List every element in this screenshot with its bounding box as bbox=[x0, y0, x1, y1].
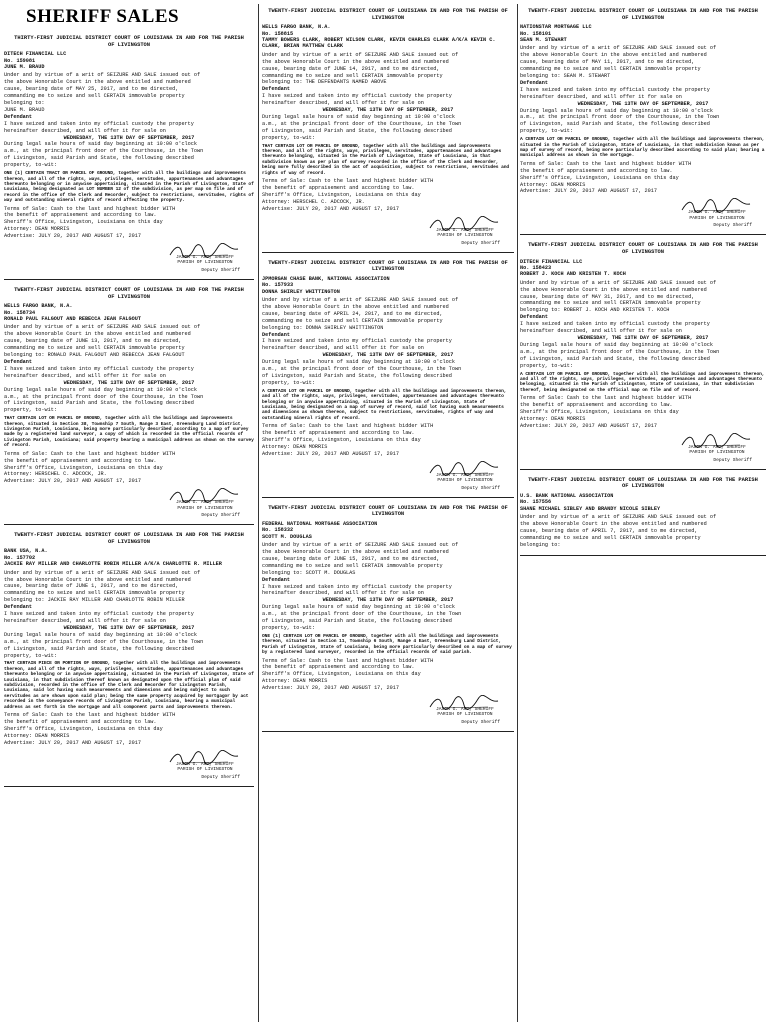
notice-line: property, to-wit: bbox=[262, 625, 315, 631]
notice-line: a.m., at the principal front door of the Courthouse, in the Town bbox=[262, 366, 462, 373]
notice-line: Defendant bbox=[520, 79, 549, 86]
terms-line: Terms of Sale: Cash to the last and highest bidder WITH bbox=[520, 160, 692, 167]
terms-line: Terms of Sale: Cash to the last and highest bidder WITH bbox=[262, 657, 434, 664]
legal-notice bbox=[520, 238, 766, 469]
property-description: THAT CERTAIN LOT OR PARCEL OF GROUND, together with all the buildings and improvements thereon, situated in Section 38, Township 7 South, Range 3 East, Greensburg Land District, Livingston Parish, Louisiana, being more particularly described according to a map of survey made by a registered land surveyor, a copy of which is recorded in the official records of Livingston Parish, Louisiana; said property bearing a municipal address as shown on the survey of record. bbox=[4, 416, 254, 449]
notice-line: Under and by virtue of a writ of SEIZURE AND SALE issued out of bbox=[262, 51, 459, 58]
sheriff-stamp: JASON G. ARD, SHERIFF PARISH OF LIVINGSTON bbox=[176, 761, 234, 772]
court-heading: TWENTY-FIRST JUDICIAL DISTRICT COURT OF LOUISIANA IN AND FOR THE PARISH OF LIVINGSTON bbox=[268, 259, 508, 273]
case-caption: DITECH FINANCIAL LLC No. 159081 JUNE M. BRAUD bbox=[4, 51, 67, 70]
notice-line: belonging to: bbox=[4, 100, 45, 107]
notice-body bbox=[4, 570, 254, 660]
notice-line: property, to-wit: bbox=[520, 362, 573, 369]
sheriff-stamp: JASON G. ARD, SHERIFF PARISH OF LIVINGSTON bbox=[436, 227, 494, 238]
notice-line: Defendant bbox=[520, 314, 549, 321]
column-rule bbox=[258, 4, 259, 1022]
notice-line: cause, bearing date of MAY 25, 2017, and to me directed, bbox=[4, 86, 179, 93]
terms-line: the benefit of appraisement and according to law. bbox=[262, 184, 415, 191]
notice-line: WEDNESDAY, THE 13TH DAY OF SEPTEMBER, 2017 bbox=[577, 335, 709, 341]
notice-line: During legal sale hours of said day beginning at 10:00 o'clock bbox=[4, 631, 198, 638]
terms-line: Sheriff's Office, Livingston, Louisiana on this day bbox=[4, 725, 163, 732]
notice-line: WEDNESDAY, THE 13TH DAY OF SEPTEMBER, 2017 bbox=[63, 134, 195, 141]
case-caption: WELLS FARGO BANK, N.A. No. 158815 TAMMY BOWERS CLARK, ROBERT WILSON CLARK, KEVIN CHARLES CLARK A/K/A KEVIN C. CLARK, BRIAN MATTHEW CLARK bbox=[262, 24, 496, 50]
notice-line: property, to-wit: bbox=[262, 134, 315, 141]
notice-line: belonging to: RONALD PAUL FALGOUT AND REBECCA JEAN FALGOUT bbox=[4, 352, 185, 359]
deputy-label: Deputy Sheriff bbox=[201, 513, 240, 519]
column-rule bbox=[517, 4, 518, 1022]
case-caption: NATIONSTAR MORTGAGE LLC No. 158101 SEAN M. STEWART bbox=[520, 24, 592, 43]
property-description: THAT CERTAIN PIECE OR PORTION OF GROUND, together with all the buildings and improvements thereon, and all of the rights, ways, privileges, servitudes, appurtenances and advantages thereunto belonging or in anywise appertaining, situated in the Parish of Livingston, State of Louisiana, in that subdivision thereof known as designated upon the official plan of said subdivision, recorded in the office of the Clerk and Recorder for Livingston Parish, Louisiana, said lot having such measurements and dimensions and being subject to such servitudes as are shown upon said plan; being the same property acquired by mortgagor by act recorded in the conveyance records of Livingston Parish, Louisiana, bearing a municipal address as set forth in the mortgage and all component parts and improvements thereon. bbox=[4, 661, 254, 710]
terms-line: Attorney: DEAN MORRIS bbox=[4, 732, 70, 739]
notice-line: of Livingston, said Parish and State, the following described bbox=[4, 645, 194, 652]
terms-line: the benefit of appraisement and according to law. bbox=[262, 430, 415, 437]
deputy-label: Deputy Sheriff bbox=[461, 240, 500, 246]
sheriff-stamp: JASON G. ARD, SHERIFF PARISH OF LIVINGSTON bbox=[688, 444, 746, 456]
notice-line: hereinafter described, and will offer it for sale on bbox=[520, 328, 682, 335]
terms-line: Terms of Sale: Cash to the last and highest bidder WITH bbox=[520, 395, 692, 402]
terms-line: Terms of Sale: Cash to the last and highest bidder WITH bbox=[262, 178, 434, 185]
notice-line: During legal sale hours of said day beginning at 10:00 o'clock bbox=[4, 141, 198, 148]
notice-line: commanding me to seize and sell CERTAIN immovable property bbox=[262, 317, 443, 324]
legal-notice bbox=[4, 31, 254, 280]
notice-body bbox=[262, 542, 514, 632]
court-heading: TWENTY-FIRST JUDICIAL DISTRICT COURT OF LOUISIANA IN AND FOR THE PARISH OF LIVINGSTON bbox=[14, 532, 244, 545]
terms-line: Attorney: HERSCHEL C. ADCOCK, JR. bbox=[262, 198, 365, 205]
case-caption: DITECH FINANCIAL LLC No. 158423 ROBERT J. KOCH AND KRISTEN T. KOCH bbox=[520, 258, 626, 278]
notice-line: belonging to: SCOTT M. DOUGLAS bbox=[262, 569, 356, 576]
case-caption: WELLS FARGO BANK, N.A. No. 158734 RONALD PAUL FALGOUT AND REBECCA JEAN FALGOUT bbox=[4, 303, 141, 323]
notice-line: a.m., at the principal front door of the Courthouse, in the Town bbox=[4, 638, 204, 645]
terms-line: Terms of Sale: Cash to the last and highest bidder WITH bbox=[4, 450, 176, 457]
court-heading: TWENTY-FIRST JUDICIAL DISTRICT COURT OF LOUISIANA IN AND FOR THE PARISH OF LIVINGSTON bbox=[268, 8, 508, 21]
property-description: THAT CERTAIN LOT OR PARCEL OF GROUND, together with all the buildings and improvements thereon, and all of the rights, ways, privileges, servitudes, appurtenances and advantages thereunto belonging, situated in the Parish of Livingston, State of Louisiana, in that subdivision known as per plan of survey recorded in the office of the Clerk and Recorder, being more fully described in the act of acquisition, subject to restrictions, servitudes and rights of way of record. bbox=[262, 143, 510, 176]
notice-line: the above Honorable Court in the above entitled and numbered bbox=[262, 303, 449, 310]
notice-terms bbox=[262, 658, 514, 693]
notice-body bbox=[520, 514, 766, 549]
terms-line: Sheriff's Office, Livingston, Louisiana on this day bbox=[262, 437, 421, 443]
notice-line: Under and by virtue of a writ of SEIZURE AND SALE issued out of bbox=[4, 569, 201, 576]
notice-line: commanding me to seize and sell CERTAIN immovable property bbox=[262, 562, 443, 569]
case-caption: FEDERAL NATIONAL MORTGAGE ASSOCIATION No. 158332 SCOTT M. DOUGLAS bbox=[262, 520, 378, 540]
notice-line: the above Honorable Court in the above entitled and numbered bbox=[520, 52, 707, 59]
legal-notice bbox=[4, 283, 254, 525]
property-description: ONE (1) CERTAIN TRACT OR PARCEL OF GROUND, together with all the buildings and improvements thereon, and all of the rights, ways, privileges, servitudes, appurtenances and advantages thereunto belonging or in anywise appertaining, situated in the Parish of Livingston, State of Louisiana, being designated as LOT NUMBER 12 of the subdivision, as per map on file and of record in the office of the Clerk and Recorder, subject to restrictions, servitudes, rights of way and outstanding mineral rights of record affecting the property. bbox=[4, 171, 254, 204]
notice-line: a.m., at the principal front door of the Courthouse, in the Town bbox=[4, 148, 204, 155]
notice-line: hereinafter described, and will offer it for sale on bbox=[4, 617, 166, 624]
sheriff-signature-block bbox=[4, 243, 254, 273]
case-caption: BANK USA, N.A. No. 157702 JACKIE RAY MILLER AND CHARLOTTE ROBIN MILLER A/K/A CHARLOTTE R. MILLER bbox=[4, 548, 222, 568]
notice-line: Defendant bbox=[262, 331, 291, 338]
notice-line: Under and by virtue of a writ of SEIZURE AND SALE issued out of bbox=[4, 72, 201, 79]
notice-terms bbox=[262, 423, 514, 458]
notice-line: JUNE M. BRAUD bbox=[4, 106, 45, 113]
terms-line: the benefit of appraisement and according to law. bbox=[520, 167, 673, 174]
notice-line: belonging to: bbox=[520, 541, 561, 548]
notice-line: I have seized and taken into my official custody the property bbox=[4, 365, 194, 372]
notice-line: cause, bearing date of JUNE 15, 2017, and to me directed, bbox=[262, 555, 440, 562]
property-description: A CERTAIN LOT OR PARCEL OF GROUND, together with all the buildings and improvements thereon, situated in the Parish of Livingston, State of Louisiana, in that subdivision known as per map of survey of record, being more particularly described according to said plan; bearing a municipal address as shown in the mortgage. bbox=[520, 137, 765, 159]
terms-line: Terms of Sale: Cash to the last and highest bidder WITH bbox=[4, 205, 176, 212]
sheriff-signature-block bbox=[262, 216, 514, 246]
notice-line: belonging to: JACKIE RAY MILLER AND CHARLOTTE ROBIN MILLER bbox=[4, 597, 185, 604]
sheriff-signature-block bbox=[262, 695, 514, 725]
terms-line: Sheriff's Office, Livingston, Louisiana on this day bbox=[520, 174, 679, 181]
notice-body bbox=[520, 45, 766, 135]
notice-terms bbox=[4, 451, 254, 486]
sheriff-stamp: JASON G. ARD, SHERIFF PARISH OF LIVINGSTON bbox=[688, 210, 746, 221]
notice-terms bbox=[4, 712, 254, 747]
court-heading: TWENTY-FIRST JUDICIAL DISTRICT COURT OF LOUISIANA IN AND FOR THE PARISH OF LIVINGSTON bbox=[528, 8, 758, 21]
notice-line: During legal sale hours of said day beginning at 10:00 o'clock bbox=[4, 386, 198, 393]
terms-line: Attorney: DEAN MORRIS bbox=[262, 443, 328, 450]
notice-terms bbox=[520, 161, 766, 196]
sheriff-signature-block bbox=[520, 433, 766, 463]
notice-line: of Livingston, said Parish and State, the following described bbox=[520, 355, 710, 362]
notice-line: the above Honorable Court in the above entitled and numbered bbox=[4, 79, 191, 86]
notice-line: cause, bearing date of MAY 11, 2017, and to me directed, bbox=[520, 59, 695, 66]
notice-line: hereinafter described, and will offer it for sale on bbox=[262, 590, 424, 597]
legal-notice bbox=[520, 473, 766, 556]
notice-line: Under and by virtue of a writ of SEIZURE AND SALE issued out of bbox=[520, 45, 717, 52]
notice-line: I have seized and taken into my official custody the property bbox=[4, 611, 194, 618]
notice-line: Under and by virtue of a writ of SEIZURE AND SALE issued out of bbox=[520, 514, 717, 521]
terms-line: Terms of Sale: Cash to the last and highest bidder WITH bbox=[4, 712, 176, 719]
sheriff-stamp: JASON G. ARD, SHERIFF PARISH OF LIVINGSTON bbox=[176, 500, 234, 511]
terms-line: Attorney: HERSCHEL C. ADCOCK, JR. bbox=[4, 471, 107, 478]
notice-line: the above Honorable Court in the above entitled and numbered bbox=[262, 58, 449, 65]
notice-line: WEDNESDAY, THE 13TH DAY OF SEPTEMBER, 2017 bbox=[63, 624, 195, 631]
notice-line: property, to-wit: bbox=[262, 379, 315, 386]
terms-line: the benefit of appraisement and according to law. bbox=[4, 718, 157, 725]
court-heading: TWENTY-FIRST JUDICIAL DISTRICT COURT OF LOUISIANA IN AND FOR THE PARISH OF LIVINGSTON bbox=[14, 287, 244, 300]
terms-line: Sheriff's Office, Livingston, Louisiana on this day bbox=[262, 191, 421, 198]
notice-line: the above Honorable Court in the above entitled and numbered bbox=[4, 331, 191, 338]
terms-line: Advertise: JULY 20, 2017 AND AUGUST 17, 2017 bbox=[4, 478, 141, 485]
notice-line: of Livingston, said Parish and State, the following described bbox=[262, 618, 452, 625]
court-heading: TWENTY-FIRST JUDICIAL DISTRICT COURT OF LOUISIANA IN AND FOR THE PARISH OF LIVINGSTON bbox=[268, 504, 508, 518]
notice-line: WEDNESDAY, THE 13TH DAY OF SEPTEMBER, 2017 bbox=[322, 597, 454, 604]
court-heading: THIRTY-FIRST JUDICIAL DISTRICT COURT OF LOUISIANA IN AND FOR THE PARISH OF LIVINGSTON bbox=[14, 35, 244, 48]
terms-line: Terms of Sale: Cash to the last and highest bidder WITH bbox=[262, 423, 434, 430]
notice-line: During legal sale hours of said day beginning at 10:00 o'clock bbox=[262, 113, 456, 120]
notice-line: commanding me to seize and sell CERTAIN immovable property bbox=[262, 72, 443, 79]
sheriff-stamp: JASON G. ARD, SHERIFF PARISH OF LIVINGSTON bbox=[436, 707, 494, 718]
notice-line: Defendant bbox=[4, 113, 33, 120]
notice-line: Under and by virtue of a writ of SEIZURE AND SALE issued out of bbox=[520, 279, 717, 286]
notice-body bbox=[4, 72, 254, 169]
notice-line: WEDNESDAY, THE 13TH DAY OF SEPTEMBER, 2017 bbox=[322, 107, 454, 114]
notice-line: a.m., at the principal front door of the Courthouse, in the Town bbox=[520, 114, 720, 121]
notice-line: I have seized and taken into my official custody the property bbox=[262, 338, 452, 345]
notice-line: of Livingston, said Parish and State, the following described bbox=[4, 155, 194, 162]
notice-line: property, to-wit: bbox=[4, 407, 57, 414]
notice-terms bbox=[262, 178, 514, 213]
notice-line: cause, bearing date of MAY 31, 2017, and to me directed, bbox=[520, 293, 695, 300]
terms-line: Sheriff's Office, Livingston, Louisiana on this day bbox=[4, 464, 163, 471]
notice-line: property, to-wit: bbox=[4, 652, 57, 659]
notice-line: I have seized and taken into my official custody the property bbox=[262, 93, 452, 100]
deputy-label: Deputy Sheriff bbox=[201, 268, 240, 274]
notice-line: of Livingston, said Parish and State, the following described bbox=[262, 372, 452, 379]
court-heading: TWENTY-FIRST JUDICIAL DISTRICT COURT OF LOUISIANA IN AND FOR THE PARISH OF LIVINGSTON bbox=[528, 242, 758, 255]
notice-line: belonging to: ROBERT J. KOCH AND KRISTEN T. KOCH bbox=[520, 307, 670, 314]
notice-line: the above Honorable Court in the above entitled and numbered bbox=[4, 576, 191, 583]
legal-notice bbox=[262, 256, 514, 498]
notice-line: WEDNESDAY, THE 13TH DAY OF SEPTEMBER, 2017 bbox=[322, 352, 454, 359]
terms-line: Advertise: JULY 20, 2017 AND AUGUST 17, 2017 bbox=[520, 188, 657, 195]
terms-line: the benefit of appraisement and according to law. bbox=[4, 212, 157, 219]
notice-line: of Livingston, said Parish and State, the following described bbox=[262, 127, 452, 134]
notice-body bbox=[262, 297, 514, 387]
case-caption: JPMORGAN CHASE BANK, NATIONAL ASSOCIATION No. 157933 DONNA SHIRLEY WHITTINGTON bbox=[262, 275, 390, 295]
notice-line: cause, bearing date of APRIL 7, 2017, and to me directed, bbox=[520, 527, 698, 534]
notice-line: During legal sale hours of said day beginning at 10:00 o'clock bbox=[262, 604, 456, 611]
sheriff-signature-block bbox=[4, 750, 254, 780]
notice-line: commanding me to seize and sell CERTAIN immovable property bbox=[4, 93, 185, 100]
deputy-label: Deputy Sheriff bbox=[461, 720, 500, 726]
terms-line: Advertise: JULY 20, 2017 AND AUGUST 17, 2017 bbox=[4, 233, 141, 240]
property-description: A CERTAIN LOT OR PARCEL OF GROUND, together with all the buildings and improvements thereon, and all of the rights, ways, privileges, servitudes, appurtenances and advantages thereunto belonging or in anywise appertaining, situated in the Parish of Livingston, State of Louisiana, being designated on a map of survey of record, said lot having such measurements and dimensions as shown thereon, subject to restrictions, servitudes, rights of way and outstanding mineral rights of record. bbox=[262, 388, 507, 421]
legal-notice bbox=[262, 501, 514, 732]
sheriff-signature-block bbox=[520, 198, 766, 228]
terms-line: Advertise: JULY 20, 2017 AND AUGUST 17, 2017 bbox=[262, 685, 399, 692]
terms-line: Sheriff's Office, Livingston, Louisiana on this day bbox=[4, 219, 163, 226]
terms-line: the benefit of appraisement and according to law. bbox=[520, 402, 673, 409]
notice-line: the above Honorable Court in the above entitled and numbered bbox=[520, 286, 707, 293]
court-heading: TWENTY-FIRST JUDICIAL DISTRICT COURT OF LOUISIANA IN AND FOR THE PARISH OF LIVINGSTON bbox=[528, 476, 758, 490]
legal-notice bbox=[520, 4, 766, 235]
notice-line: a.m., at the principal front door of the Courthouse, in the Town bbox=[262, 120, 462, 127]
terms-line: Attorney: DEAN MORRIS bbox=[520, 415, 586, 422]
notice-line: belonging to: DONNA SHIRLEY WHITTINGTON bbox=[262, 324, 384, 331]
notice-line: I have seized and taken into my official custody the property bbox=[520, 86, 710, 93]
deputy-label: Deputy Sheriff bbox=[461, 485, 500, 491]
deputy-label: Deputy Sheriff bbox=[713, 223, 752, 229]
notice-line: During legal sale hours of said day beginning at 10:00 o'clock bbox=[262, 359, 456, 366]
notice-line: cause, bearing date of APRIL 24, 2017, and to me directed, bbox=[262, 310, 443, 317]
notice-line: Defendant bbox=[4, 359, 33, 365]
notice-line: cause, bearing date of JUNE 1, 2017, and to me directed, bbox=[4, 583, 179, 590]
terms-line: Advertise: JULY 20, 2017 AND AUGUST 17, 2017 bbox=[520, 422, 657, 429]
notice-line: Defendant bbox=[262, 86, 291, 93]
notice-line: commanding me to seize and sell CERTAIN immovable property bbox=[4, 590, 185, 597]
notice-line: of Livingston, said Parish and State, the following described bbox=[520, 121, 710, 128]
notice-line: Under and by virtue of a writ of SEIZURE AND SALE issued out of bbox=[4, 324, 201, 331]
notice-line: WEDNESDAY, THE 13TH DAY OF SEPTEMBER, 2017 bbox=[63, 379, 195, 386]
legal-notice bbox=[4, 528, 254, 786]
sheriff-signature-block bbox=[262, 461, 514, 491]
legal-notice bbox=[262, 4, 514, 253]
sheriff-signature-block bbox=[4, 488, 254, 518]
notice-line: of Livingston, said Parish and State, the following described bbox=[4, 400, 194, 407]
notice-line: a.m., at the principal front door of the Courthouse, in the Town bbox=[4, 393, 204, 400]
terms-line: the benefit of appraisement and according to law. bbox=[262, 664, 415, 671]
property-description: A CERTAIN LOT OR PARCEL OF GROUND, together with all the buildings and improvements thereon, and all of the rights, ways, privileges, servitudes, appurtenances and advantages thereunto belonging, situated in the Parish of Livingston, State of Louisiana, in that subdivision thereof, being designated on the official map on file and of record. bbox=[520, 371, 765, 393]
notice-line: property, to-wit: bbox=[520, 128, 573, 135]
notice-line: property, to-wit: bbox=[4, 162, 57, 169]
notice-body bbox=[520, 280, 766, 370]
deputy-label: Deputy Sheriff bbox=[201, 774, 240, 780]
terms-line: Advertise: JULY 20, 2017 AND AUGUST 17, 2017 bbox=[262, 450, 399, 457]
page-banner: SHERIFF SALES bbox=[26, 6, 180, 27]
notice-line: hereinafter described, and will offer it for sale on bbox=[262, 345, 424, 352]
terms-line: Advertise: JULY 20, 2017 AND AUGUST 17, 2017 bbox=[262, 205, 399, 212]
notice-line: commanding me to seize and sell CERTAIN immovable property bbox=[4, 345, 185, 352]
sheriff-stamp: JASON G. ARD, SHERIFF PARISH OF LIVINGSTON bbox=[436, 472, 494, 484]
column-1 bbox=[4, 4, 254, 1022]
notice-line: Defendant bbox=[4, 604, 33, 611]
terms-line: the benefit of appraisement and according to law. bbox=[4, 457, 157, 464]
notice-line: I have seized and taken into my official custody the property bbox=[262, 583, 452, 590]
notice-line: commanding me to seize and sell CERTAIN immovable property bbox=[520, 534, 701, 541]
case-caption: U.S. BANK NATIONAL ASSOCIATION No. 157556 SHANE MICHAEL SIBLEY AND BRANDY NICOLE SIBLEY bbox=[520, 492, 661, 512]
notice-line: the above Honorable Court in the above entitled and numbered bbox=[520, 521, 707, 527]
column-2 bbox=[262, 4, 514, 1022]
notice-line: hereinafter described, and will offer it for sale on bbox=[4, 127, 166, 134]
notice-line: WEDNESDAY, THE 13TH DAY OF SEPTEMBER, 2017 bbox=[577, 100, 709, 107]
notice-body bbox=[4, 324, 254, 414]
terms-line: Sheriff's Office, Livingston, Louisiana on this day bbox=[262, 671, 421, 678]
notice-line: hereinafter described, and will offer it for sale on bbox=[262, 100, 424, 107]
sheriff-stamp: JASON G. ARD, SHERIFF PARISH OF LIVINGSTON bbox=[176, 255, 234, 266]
terms-line: Sheriff's Office, Livingston, Louisiana on this day bbox=[520, 408, 679, 415]
notice-line: a.m., at the principal front door of the Courthouse, in the Town bbox=[520, 348, 720, 355]
notice-body bbox=[262, 52, 514, 142]
terms-line: Attorney: DEAN MORRIS bbox=[262, 678, 328, 685]
notice-terms bbox=[520, 395, 766, 430]
notice-line: Under and by virtue of a writ of SEIZURE AND SALE issued out of bbox=[262, 296, 459, 303]
notice-line: I have seized and taken into my official custody the property bbox=[4, 120, 194, 127]
notice-line: hereinafter described, and will offer it for sale on bbox=[4, 372, 166, 379]
notice-line: During legal sale hours of said day beginning at 10:00 o'clock bbox=[520, 341, 714, 348]
notice-line: belonging to: SEAN M. STEWART bbox=[520, 73, 611, 80]
terms-line: Attorney: DEAN MORRIS bbox=[520, 181, 586, 188]
notice-line: belonging to: THE DEFENDANTS NAMED ABOVE bbox=[262, 79, 387, 86]
notice-line: the above Honorable Court in the above entitled and numbered bbox=[262, 549, 449, 556]
notice-line: Under and by virtue of a writ of SEIZURE AND SALE issued out of bbox=[262, 542, 459, 549]
notice-line: During legal sale hours of said day beginning at 10:00 o'clock bbox=[520, 107, 714, 114]
notice-line: I have seized and taken into my official custody the property bbox=[520, 321, 710, 328]
notice-line: Defendant bbox=[262, 576, 291, 583]
notice-line: cause, bearing date of JUNE 13, 2017, and to me directed, bbox=[4, 338, 182, 345]
notice-line: cause, bearing date of JUNE 14, 2017, and to me directed, bbox=[262, 65, 440, 72]
notice-terms bbox=[4, 206, 254, 241]
notice-line: commanding me to seize and sell CERTAIN immovable property bbox=[520, 66, 701, 73]
deputy-label: Deputy Sheriff bbox=[713, 457, 752, 463]
property-description: ONE (1) CERTAIN LOT OR PARCEL OF GROUND, together with all the buildings and improvements thereon, situated in Section 11, Township 6 South, Range 4 East, Greensburg Land District, Parish of Livingston, State of Louisiana, being more particularly described on a map of survey by a registered land surveyor, recorded in the official records of said parish. bbox=[262, 633, 512, 656]
notice-line: commanding me to seize and sell CERTAIN immovable property bbox=[520, 300, 701, 307]
column-3 bbox=[520, 4, 766, 1022]
notice-line: a.m., at the principal front door of the Courthouse, in the Town bbox=[262, 611, 462, 618]
terms-line: Advertise: JULY 20, 2017 AND AUGUST 17, 2017 bbox=[4, 739, 141, 746]
notice-line: hereinafter described, and will offer it for sale on bbox=[520, 93, 682, 100]
terms-line: Attorney: DEAN MORRIS bbox=[4, 226, 70, 233]
